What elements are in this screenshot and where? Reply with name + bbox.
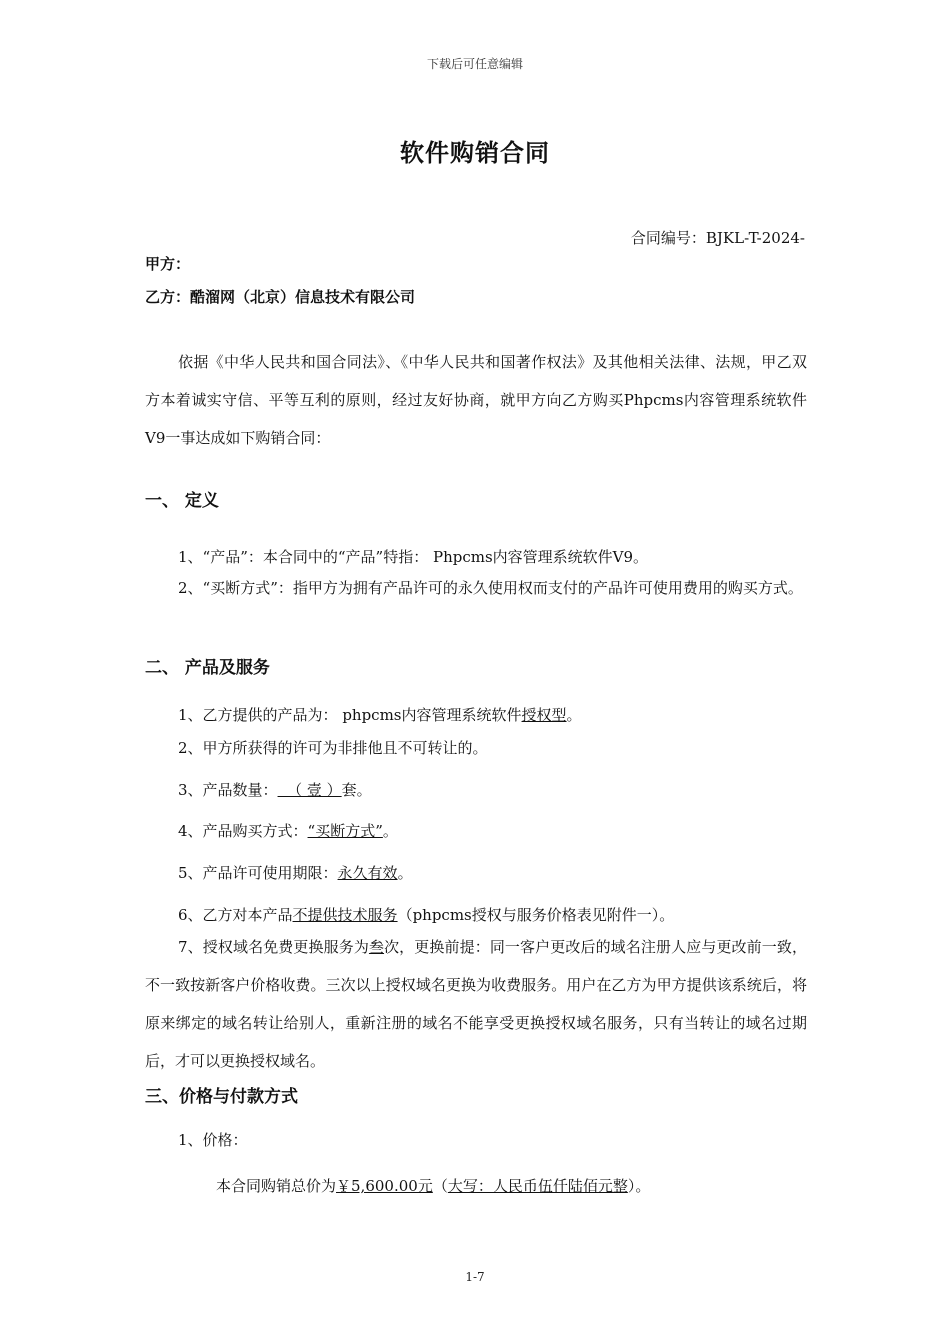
party-a: 甲方： — [145, 255, 191, 273]
product-item-7-rest: 次，更换前提：同一客户更改后的域名注册人应与更改前一致，不一致按新客户价格收费。三次以上授权域名更换为收费服务。用户在乙方为甲方提供该系统后，将原来绑定的域名转让给别人，重新注册的域名不能享受更换授权域名服务，只有当转让的域名过期后，才可以更换授权域名。 — [145, 938, 807, 1070]
definition-item-2: 2、“买断方式”：指甲方为拥有产品许可的永久使用权而支付的产品许可使用费用的购买方式。 — [178, 579, 803, 597]
total-price-line — [216, 1175, 650, 1196]
definition-item-1: 1、“产品”：本合同中的“产品”特指： Phpcms内容管理系统软件V9。 — [178, 548, 649, 566]
product-item-5-end: 。 — [397, 864, 413, 882]
total-price-words: 大写：人民币伍仟陆佰元整 — [447, 1177, 628, 1195]
section-definitions-heading: 一、 定义 — [145, 491, 219, 511]
product-item-5 — [178, 862, 413, 883]
product-item-6-text: 6、乙方对本产品 — [178, 906, 293, 924]
product-item-4-text: 4、产品购买方式： — [178, 822, 308, 840]
price-item-1: 1、价格： — [178, 1131, 248, 1149]
product-item-6-end: （phpcms授权与服务价格表见附件一）。 — [397, 906, 675, 924]
product-quantity: （ 壹 ） — [277, 781, 342, 799]
product-item-1-end: 。 — [566, 706, 582, 724]
purchase-method: “买断方式” — [307, 822, 383, 840]
intro-paragraph: 依据《中华人民共和国合同法》、《中华人民共和国著作权法》及其他相关法律、法规，甲乙双方本着诚实守信、平等互利的原则，经过友好协商，就甲方向乙方购买Phpcms内容管理系统软件V9一事达成如下购销合同： — [145, 353, 807, 447]
paren-close: ）。 — [627, 1177, 651, 1195]
product-item-6 — [178, 904, 674, 925]
section-products-heading: 二、 产品及服务 — [145, 658, 270, 678]
document-title: 软件购销合同 — [400, 139, 550, 167]
product-item-3-text: 3、产品数量： — [178, 781, 278, 799]
page-header: 下载后可任意编辑 — [426, 57, 523, 71]
total-price-amount: ￥5,600.00元 — [336, 1177, 433, 1195]
tech-service-note: 不提供技术服务 — [292, 906, 398, 924]
license-period: 永久有效 — [337, 864, 398, 882]
product-item-1-text: 1、乙方提供的产品为： phpcms内容管理系统软件 — [178, 706, 522, 724]
product-item-3-end: 套。 — [341, 781, 372, 799]
product-item-2: 2、甲方所获得的许可为非排他且不可转让的。 — [178, 739, 488, 757]
product-item-7-text: 7、授权域名免费更换服务为 — [178, 938, 369, 956]
product-item-1 — [178, 704, 582, 725]
product-type: 授权型 — [521, 706, 567, 724]
section-price-heading: 三、价格与付款方式 — [145, 1087, 298, 1107]
product-item-5-text: 5、产品许可使用期限： — [178, 864, 338, 882]
product-item-4-end: 。 — [382, 822, 398, 840]
domain-change-count: 叁 — [368, 938, 385, 956]
party-b: 乙方：酷溜网（北京）信息技术有限公司 — [145, 288, 416, 306]
contract-number: 合同编号：BJKL-T-2024- — [630, 229, 805, 247]
page-number: 1-7 — [465, 1270, 485, 1284]
product-item-4 — [178, 820, 398, 841]
product-item-3 — [178, 779, 372, 800]
product-item-7 — [145, 928, 807, 1080]
total-price-label: 本合同购销总价为 — [216, 1177, 337, 1195]
paren-open: （ — [432, 1177, 448, 1195]
